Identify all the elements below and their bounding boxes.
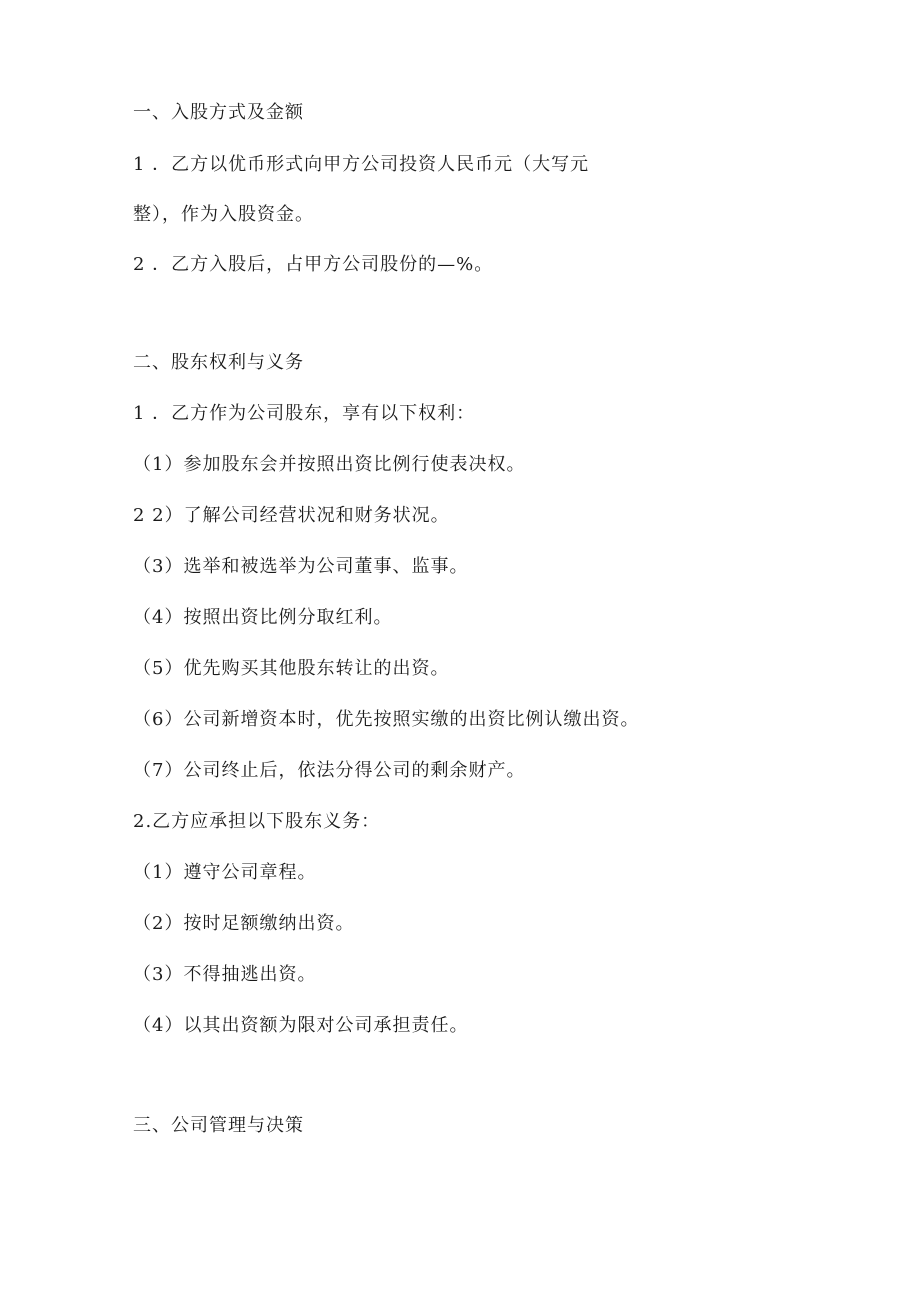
duties-item-2: （2）按时足额缴纳出资。 xyxy=(133,913,355,934)
duties-item-1: （1）遵守公司章程。 xyxy=(133,862,317,883)
section-heading-1: 一、入股方式及金额 xyxy=(133,102,304,123)
rights-item-3: （3）选举和被选举为公司董事、监事。 xyxy=(133,556,469,577)
paragraph-investment-line1: 1 ．乙方以优币形式向甲方公司投资人民币元（大写元 xyxy=(133,154,590,175)
paragraph-share-percentage: 2 ．乙方入股后，占甲方公司股份的—%。 xyxy=(133,254,494,275)
duties-item-3: （3）不得抽逃出资。 xyxy=(133,964,317,985)
section-heading-3: 三、公司管理与决策 xyxy=(133,1115,304,1136)
duties-intro: 2.乙方应承担以下股东义务： xyxy=(133,811,381,832)
rights-item-6: （6）公司新增资本时，优先按照实缴的出资比例认缴出资。 xyxy=(133,709,640,730)
rights-item-1: （1）参加股东会并按照出资比例行使表决权。 xyxy=(133,454,526,475)
rights-item-2: 2 2）了解公司经营状况和财务状况。 xyxy=(133,505,450,526)
rights-item-7: （7）公司终止后，依法分得公司的剩余财产。 xyxy=(133,760,526,781)
section-heading-2: 二、股东权利与义务 xyxy=(133,352,304,373)
rights-item-5: （5）优先购买其他股东转让的出资。 xyxy=(133,658,450,679)
duties-item-4: （4）以其出资额为限对公司承担责任。 xyxy=(133,1015,469,1036)
paragraph-investment-line2: 整），作为入股资金。 xyxy=(133,204,314,225)
rights-item-4: （4）按照出资比例分取红利。 xyxy=(133,607,393,628)
rights-intro: 1 ．乙方作为公司股东，享有以下权利： xyxy=(133,403,476,424)
